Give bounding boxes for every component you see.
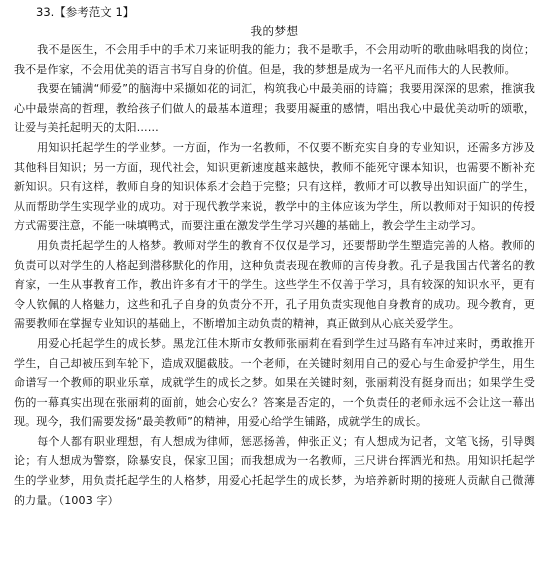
essay-title: 我的梦想: [250, 24, 299, 38]
paragraph-conclusion: 每个人都有职业理想，有人想成为律师，惩恶扬善，伸张正义；有人想成为记者，文笔飞扬，引导舆论；有人想成为警察，除暴安良，保家卫国；而我想成为一名教师，三尺讲台挥洒光和热。用知识托起学生的学业梦，用负责托起学生的人格梦，用爱心托起学生的成长梦，为培养新时期的接班人贡献自己微薄的力量。（1003 字）: [14, 434, 535, 507]
paragraph-poetic: 我要在铺满“师爱”的脑海中采撷如花的词汇，构筑我心中最美丽的诗篇；我要用深深的思索，推演我心中最崇高的哲理，教给孩子们做人的最基本道理；我要用凝重的感情，唱出我心中最优美动听的颂歌，让爱与美托起明天的太阳……: [14, 82, 535, 135]
paragraph-knowledge: 用知识托起学生的学业梦。一方面，作为一名教师，不仅要不断充实自身的专业知识，还需多方涉及其他科目知识；另一方面，现代社会，知识更新速度越来越快，教师不能死守课本知识，也需要不断补充新知识。只有这样，教师自身的知识体系才会趋于完整；只有这样，教师才可以教导出知识面广的学生，从而帮助学生实现学业的成功。对于现代教学来说，教学中的主体应该为学生，所以教师对于知识的传授方式需要注意，不能一味填鸭式，而要注重在激发学生学习兴趣的基础上，教会学生主动学习。: [14, 140, 535, 233]
essay-body: [14, 40, 535, 510]
paragraph-intro: 我不是医生，不会用手中的手术刀来证明我的能力；我不是歌手，不会用动听的歌曲咏唱我的岗位；我不是作家，不会用优美的语言书写自身的价值。但是，我的梦想是成为一名平凡而伟大的人民教师。: [14, 43, 535, 76]
paragraph-love: 用爱心托起学生的成长梦。黑龙江佳木斯市女教师张丽莉在看到学生过马路有车冲过来时，勇敢推开学生，自己却被压到车轮下，造成双腿截肢。一个老师，在关键时刻用自己的爱心与生命爱护学生，用生命谱写一个教师的职业乐章，成就学生的成长之梦。如果在关键时刻，张丽莉没有挺身而出；如果学生受伤的一幕真实出现在张丽莉的面前，她会心安么？答案是否定的，一个负责任的老师永远不会让这一幕出现。现今，我们需要发扬“最美教师”的精神，用爱心给学生铺路，成就学生的成长。: [14, 336, 535, 429]
question-heading: 33.【参考范文 1】: [36, 5, 135, 19]
paragraph-responsibility: 用负责托起学生的人格梦。教师对学生的教育不仅仅是学习，还要帮助学生塑造完善的人格。教师的负责可以对学生的人格起到潜移默化的作用，这种负责表现在教师的言传身教。孔子是我国古代著名的教育家，一生从事教育工作，教出许多有才干的学生。这些学生不仅善于学习，具有较深的知识水平，更有令人钦佩的人格魅力，这些和孔子自身的负责分不开，孔子用负责实现他自身教育的成功。现今教育，更需要教师在掌握专业知识的基础上，不断增加主动负责的精神，真正做到从心底关爱学生。: [14, 238, 535, 331]
